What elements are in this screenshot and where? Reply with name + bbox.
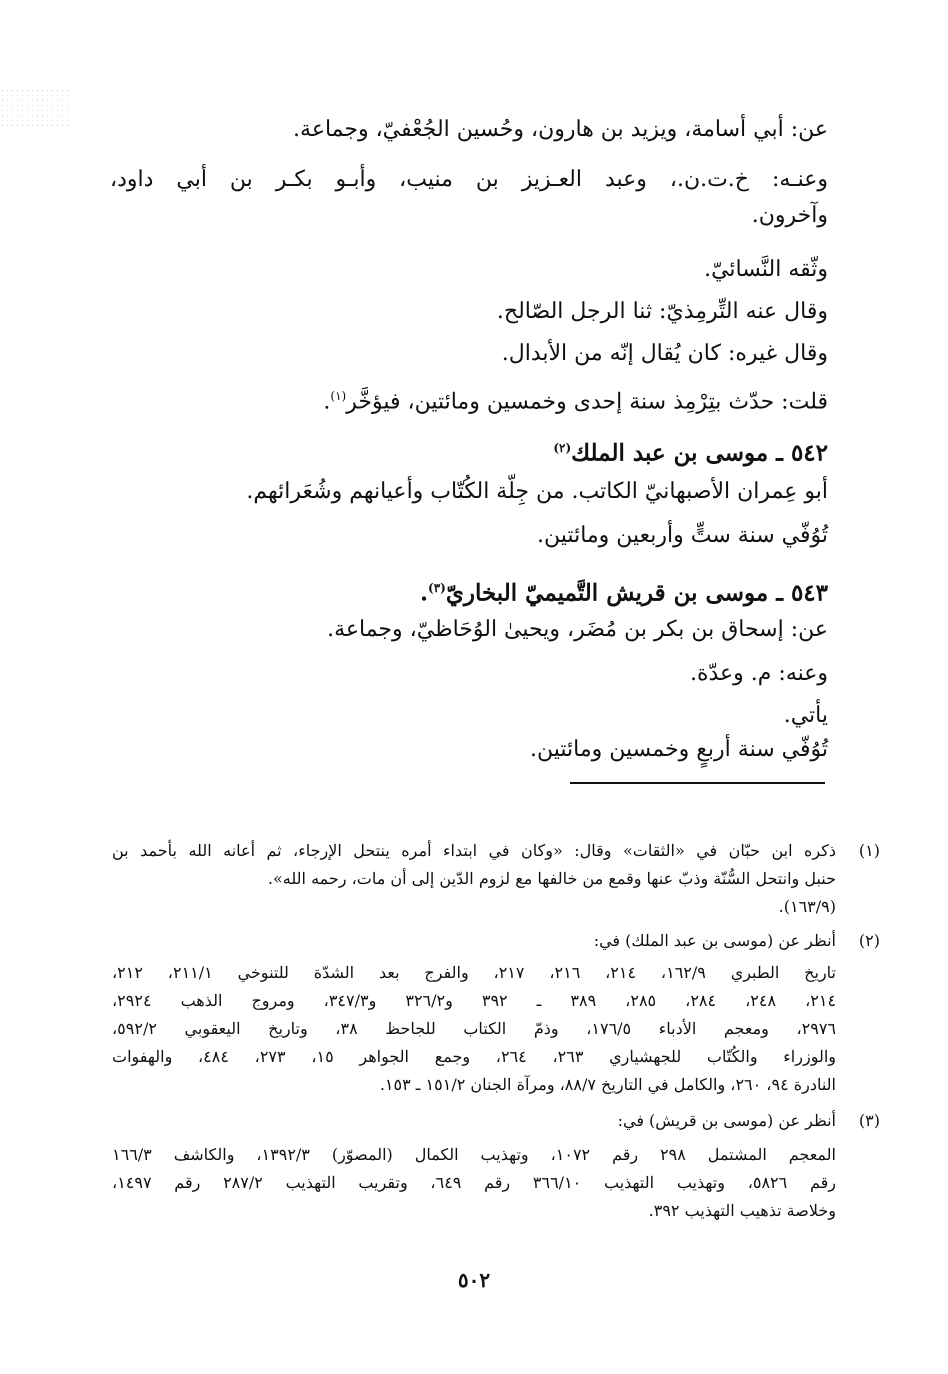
footnote-line: وخلاصة تذهيب التهذيب ٣٩٢. [648, 1201, 836, 1220]
text-line: تُوُفّي سنة ستٍّ وأربعين ومائتين. [537, 523, 828, 548]
text-line-end: . [323, 389, 331, 415]
text-line: أبو عِمران الأصبهانيّ الكاتب. من جِلّة الكُتّاب وأعيانهم وشُعَرائهم. [246, 479, 828, 504]
page-number: ٥٠٢ [457, 1268, 491, 1292]
footnote-separator [570, 782, 825, 784]
footnote-marker: (١) [330, 389, 347, 403]
footnote-number: (١) [858, 841, 880, 860]
entry-heading [420, 573, 828, 609]
text-line: وثّقه النَّسائيّ. [704, 257, 828, 282]
footnote-line: والوزراء والكُتّاب للجهشياري ٢٦٣، ٢٦٤، وجمع الجواهر ١٥، ٢٧٣، ٤٨٤، والهفوات [112, 1047, 837, 1066]
footnote-line: ذكره ابن حبّان في «الثقات» وقال: «وكان في ابتداء أمره ينتحل الإرجاء، ثم أعانه الله بأحمد بن [112, 841, 836, 860]
text-line-body: قلت: حدّث بتِرْمِذ سنة إحدى وخمسين ومائتين، فيؤخَّر [346, 389, 828, 415]
text-line: وعنه: م. وعدّة. [689, 661, 828, 686]
footnote-number: (٣) [858, 1111, 880, 1130]
footnote-number: (٢) [858, 931, 880, 950]
footnote-line: حنبل وانتحل السُّنّة وذبّ عنها وقمع من خالفها مع لزوم الدّين إلى أن مات، رحمه الله». [267, 869, 836, 888]
footnote-marker: (٣) [428, 581, 446, 595]
text-line: تُوُفّي سنة أربعٍ وخمسين ومائتين. [530, 737, 828, 762]
footnote-line: تاريخ الطبري ١٦٢/٩، ٢١٤، ٢١٦، ٢١٧، والفرج بعد الشدّة للتنوخي ٢١١/١، ٢١٢، [112, 963, 837, 982]
text-line: وقال عنه التِّرمِذيّ: ثنا الرجل الصّالح. [496, 299, 828, 324]
text-line: عن: أبي أسامة، ويزيد بن هارون، وحُسين الجُعْفيّ، وجماعة. [293, 117, 828, 142]
footnote-line: (١٦٣/٩). [778, 897, 836, 916]
text-line [323, 381, 828, 417]
entry-heading [553, 433, 828, 469]
main-text [110, 115, 828, 775]
text-line-end: . [420, 579, 429, 607]
footnote-line: ٢١٤، ٢٤٨، ٢٨٤، ٢٨٥، ٣٨٩ ـ ٣٩٢ و٣٢٦/٢ و٣٤٧/٣، ومروج الذهب ٢٩٢٤، [112, 991, 837, 1010]
scan-noise [0, 88, 70, 128]
footnote-marker: (٢) [553, 441, 572, 455]
text-line: وعنـه: خ.ت.ن.، وعبد العـزيز بن منيب، وأبـو بكـر بن أبي داود، [110, 167, 828, 192]
text-line: عن: إسحاق بن بكر بن مُضَر، ويحيىٰ الوُحَاظيّ، وجماعة. [327, 617, 828, 642]
footnote-line: أنظر عن (موسى بن عبد الملك) في: [593, 931, 836, 950]
text-line: وقال غيره: كان يُقال إنّه من الأبدال. [501, 341, 828, 366]
footnote-line: ٢٩٧٦، ومعجم الأدباء ١٧٦/٥، وذمّ الكتاب للجاحظ ٣٨، وتاريخ اليعقوبي ٥٩٢/٢، [112, 1019, 837, 1038]
footnote-line: رقم ٥٨٢٦، وتهذيب التهذيب ٣٦٦/١٠ رقم ٦٤٩، وتقريب التهذيب ٢٨٧/٢ رقم ١٤٩٧، [112, 1173, 837, 1192]
entry-heading-text: ٥٤٢ ـ موسى بن عبد الملك [571, 439, 828, 467]
footnote-line: أنظر عن (موسى بن قريش) في: [617, 1111, 836, 1130]
entry-heading-text: ٥٤٣ ـ موسى بن قريش التَّميميّ البخاريّ [445, 579, 828, 607]
text-line: يأتي. [783, 703, 828, 728]
footnote-line: المعجم المشتمل ٢٩٨ رقم ١٠٧٢، وتهذيب الكمال (المصوّر) ١٣٩٢/٣، والكاشف ١٦٦/٣ [112, 1145, 836, 1164]
footnote-line: النادرة ٩٤، ٢٦٠، والكامل في التاريخ ٨٨/٧، ومرآة الجنان ١٥١/٢ ـ ١٥٣. [379, 1075, 836, 1094]
text-line: وآخرون. [751, 203, 828, 228]
